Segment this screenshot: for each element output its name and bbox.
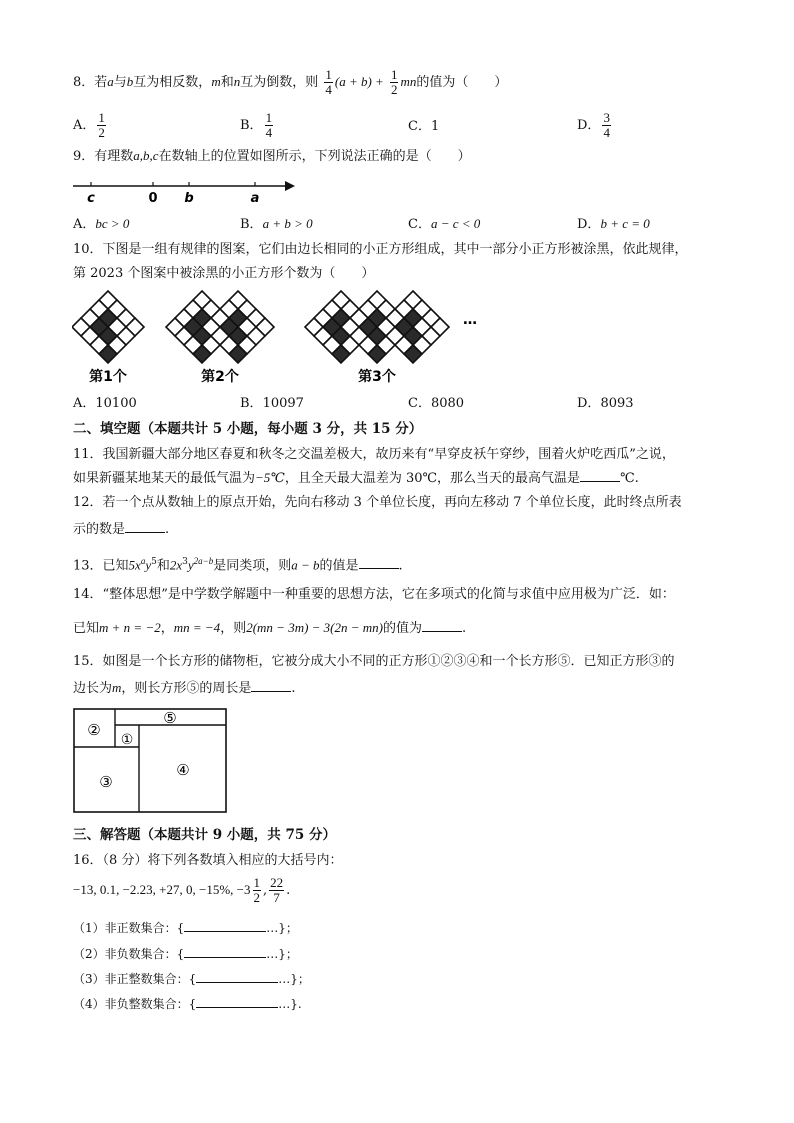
q12-stem-line2: 示的数是 . xyxy=(73,519,169,539)
pattern-caption-2: 第2个 xyxy=(201,369,239,385)
answer-blank[interactable] xyxy=(125,519,165,533)
region-1-label: ① xyxy=(120,732,134,748)
q8-option-a[interactable]: A． $\frac{1}{2}$ xyxy=(73,110,105,140)
answer-blank[interactable] xyxy=(422,618,462,632)
q12-stem-line1: 12．若一个点从数轴上的原点开始，先向右移动 3 个单位长度，再向左移动 7 个单位长度，此时终点所表 xyxy=(73,495,682,510)
region-4-label: ④ xyxy=(176,761,190,779)
q9-option-c[interactable]: C．a − c < 0 xyxy=(408,216,481,232)
q9-option-d[interactable]: D．b + c = 0 xyxy=(577,216,650,232)
q8-stem: 8．若a与b互为相反数，m和n互为倒数，则 $\frac{1}{4}$ (a + b) + $\frac{1}{2}$ mn的值为（ ） xyxy=(73,67,508,97)
q13-stem: 13．已知$5x^ay^5$和$2x^3y^{2a-b}$是同类项，则a − b的值是 . xyxy=(73,556,403,574)
q9-option-b[interactable]: B．a + b > 0 xyxy=(240,216,313,232)
fraction: $\frac{1}{4}$ xyxy=(325,67,332,97)
q15-stem-line1: 15．如图是一个长方形的储物柜，它被分成大小不同的正方形①②③④和一个长方形⑤．已知正方形③的 xyxy=(73,654,675,669)
region-3-label: ③ xyxy=(99,773,113,791)
axis-label-c: c xyxy=(87,191,95,206)
q10-option-c[interactable]: C．8080 xyxy=(408,396,465,411)
q10-stem-line1: 10．下图是一组有规律的图案，它们由边长相同的小正方形组成，其中一部分小正方形被涂黑，依此规律， xyxy=(73,242,688,257)
q16-set-2: （2）非负数集合：{ …}； xyxy=(73,944,298,963)
pattern-caption-3: 第3个 xyxy=(358,369,396,385)
answer-blank[interactable] xyxy=(196,969,278,983)
answer-blank[interactable] xyxy=(251,678,291,692)
section-3-heading: 三、解答题（本题共计 9 小题，共 75 分） xyxy=(73,827,336,843)
q16-set-1: （1）非正数集合：{ …}； xyxy=(73,918,298,937)
q16-stem: 16．（8 分）将下列各数填入相应的大括号内： xyxy=(73,853,343,868)
q10-option-b[interactable]: B．10097 xyxy=(240,396,304,411)
pattern-caption-1: 第1个 xyxy=(89,369,127,385)
axis-label-a: a xyxy=(250,191,260,206)
cabinet-figure xyxy=(73,708,228,814)
q16-set-4: （4）非负整数集合：{ …}. xyxy=(73,994,302,1013)
q10-stem-line2: 第 2023 个图案中被涂黑的小正方形个数为（ ） xyxy=(73,266,375,281)
q14-stem-line1: 14．“整体思想”是中学数学解题中一种重要的思想方法，它在多项式的化简与求值中应用极为广泛．如： xyxy=(73,587,675,602)
q10-option-d[interactable]: D．8093 xyxy=(577,396,634,411)
q8-option-c[interactable]: C．1 xyxy=(408,119,440,134)
axis-label-0: 0 xyxy=(148,191,158,206)
q11-stem-line1: 11．我国新疆大部分地区春夏和秋冬之交温差极大，故历来有“早穿皮袄午穿纱，围着火炉吃西瓜”之说， xyxy=(73,447,675,462)
q9-option-a[interactable]: A．bc > 0 xyxy=(73,216,130,232)
q16-numbers: −13, 0.1, −2.23, +27, 0, −15%, −3 $\frac{1}{2}$ , $\frac{22}{7}$ . xyxy=(73,875,291,905)
region-2-label: ② xyxy=(87,721,101,739)
number-line xyxy=(73,172,298,206)
q10-option-a[interactable]: A．10100 xyxy=(73,396,137,411)
q8-option-b[interactable]: B． $\frac{1}{4}$ xyxy=(240,110,273,140)
q15-stem-line2: 边长为m，则长方形⑤的周长是 . xyxy=(73,680,296,696)
answer-blank[interactable] xyxy=(184,944,266,958)
pattern-ellipsis: … xyxy=(463,312,477,328)
pattern-figure xyxy=(72,288,484,390)
answer-blank[interactable] xyxy=(196,994,278,1008)
q9-stem: 9．有理数a,b,c在数轴上的位置如图所示，下列说法正确的是（ ） xyxy=(73,148,471,164)
answer-blank[interactable] xyxy=(184,918,266,932)
fraction: $\frac{1}{2}$ xyxy=(390,67,398,97)
q14-stem-line2: 已知m + n = −2，mn = −4，则2(mn − 3m) − 3(2n − mn)的值为 . xyxy=(73,620,467,636)
axis-label-b: b xyxy=(184,191,194,206)
answer-blank[interactable] xyxy=(359,555,399,569)
q16-set-3: （3）非正整数集合：{ …}； xyxy=(73,969,310,988)
q11-stem-line2: 如果新疆某地某天的最低气温为−5℃，且全天最大温差为 30℃，那么当天的最高气温是 ℃. xyxy=(73,470,639,486)
answer-blank[interactable] xyxy=(580,468,620,482)
section-2-heading: 二、填空题（本题共计 5 小题，每小题 3 分，共 15 分） xyxy=(73,421,423,437)
region-5-label: ⑤ xyxy=(163,709,177,727)
q8-option-d[interactable]: D． $\frac{3}{4}$ xyxy=(577,110,610,140)
